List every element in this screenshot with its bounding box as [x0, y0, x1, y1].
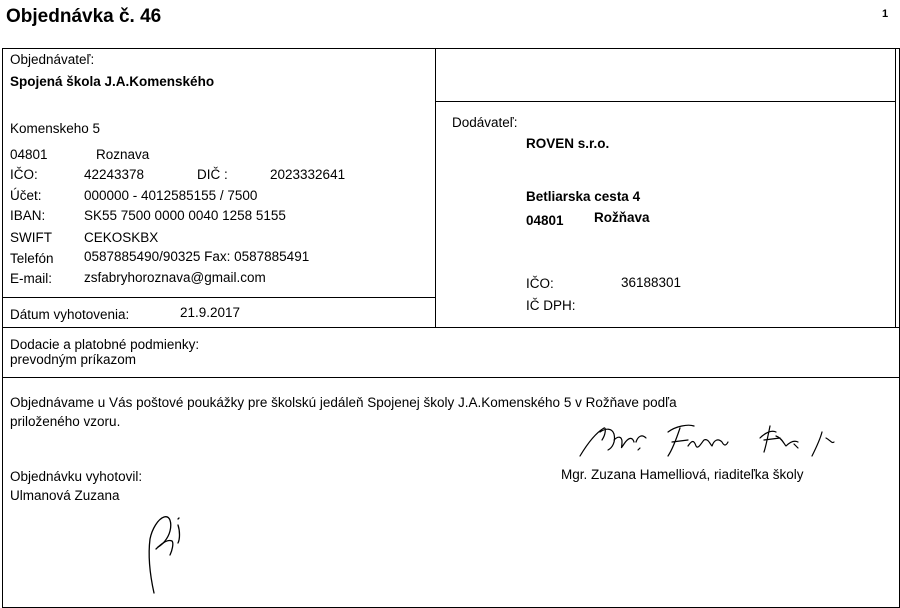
buyer-ico-label: IČO:	[10, 167, 38, 182]
buyer-swift-label: SWIFT	[10, 230, 52, 245]
order-text-line2: priloženého vzoru.	[10, 414, 121, 429]
issued-by-name: Ulmanová Zuzana	[10, 488, 120, 503]
buyer-dic: 2023332641	[270, 167, 346, 182]
supplier-top-divider	[435, 101, 896, 102]
buyer-account: 000000 - 4012585155 / 7500	[84, 188, 258, 203]
date-label: Dátum vyhotovenia:	[10, 307, 130, 322]
supplier-label: Dodávateľ:	[452, 115, 518, 130]
order-frame	[2, 48, 900, 608]
supplier-ico: 36188301	[621, 275, 682, 290]
date-value: 21.9.2017	[180, 305, 241, 320]
supplier-street: Betliarska cesta 4	[526, 189, 641, 204]
terms-bottom-divider	[2, 377, 900, 378]
buyer-email-label: E-mail:	[10, 271, 53, 286]
issuer-signature	[142, 505, 202, 595]
supplier-city: Rožňava	[594, 210, 650, 225]
buyer-email: zsfabryhoroznava@gmail.com	[84, 270, 266, 285]
buyer-dic-label: DIČ :	[197, 167, 228, 182]
buyer-account-label: Účet:	[10, 188, 42, 203]
supplier-icdph-label: IČ DPH:	[526, 298, 576, 313]
buyer-right-divider	[435, 48, 436, 328]
buyer-phone: 0587885490/90325 Fax: 0587885491	[84, 249, 310, 264]
page-number: 1	[882, 8, 889, 20]
buyer-name: Spojená škola J.A.Komenského	[10, 74, 215, 89]
terms-value: prevodným príkazom	[10, 352, 137, 367]
order-text-line1: Objednávame u Vás poštové poukážky pre školskú jedáleň Spojenej školy J.A.Komenského 5 v Rožňave podľa	[10, 395, 677, 410]
buyer-iban-label: IBAN:	[10, 208, 46, 223]
terms-top-divider	[2, 327, 900, 328]
buyer-label: Objednávateľ:	[10, 52, 95, 67]
buyer-zip: 04801	[10, 147, 48, 162]
document-title: Objednávka č. 46	[6, 6, 162, 27]
supplier-right-divider	[895, 48, 896, 328]
issued-by-label: Objednávku vyhotovil:	[10, 469, 143, 484]
buyer-city: Roznava	[96, 147, 150, 162]
buyer-phone-label: Telefón	[10, 251, 54, 266]
buyer-iban: SK55 7500 0000 0040 1258 5155	[84, 208, 286, 223]
supplier-zip: 04801	[526, 213, 564, 228]
director-name: Mgr. Zuzana Hamelliová, riaditeľka školy	[561, 467, 804, 482]
terms-label: Dodacie a platobné podmienky:	[10, 337, 200, 352]
supplier-name: ROVEN s.r.o.	[526, 136, 610, 151]
date-top-divider	[2, 297, 436, 298]
buyer-ico: 42243378	[84, 167, 145, 182]
director-signature	[576, 418, 856, 464]
buyer-swift: CEKOSKBX	[84, 230, 159, 245]
buyer-street: Komenskeho 5	[10, 121, 101, 136]
supplier-ico-label: IČO:	[526, 276, 554, 291]
